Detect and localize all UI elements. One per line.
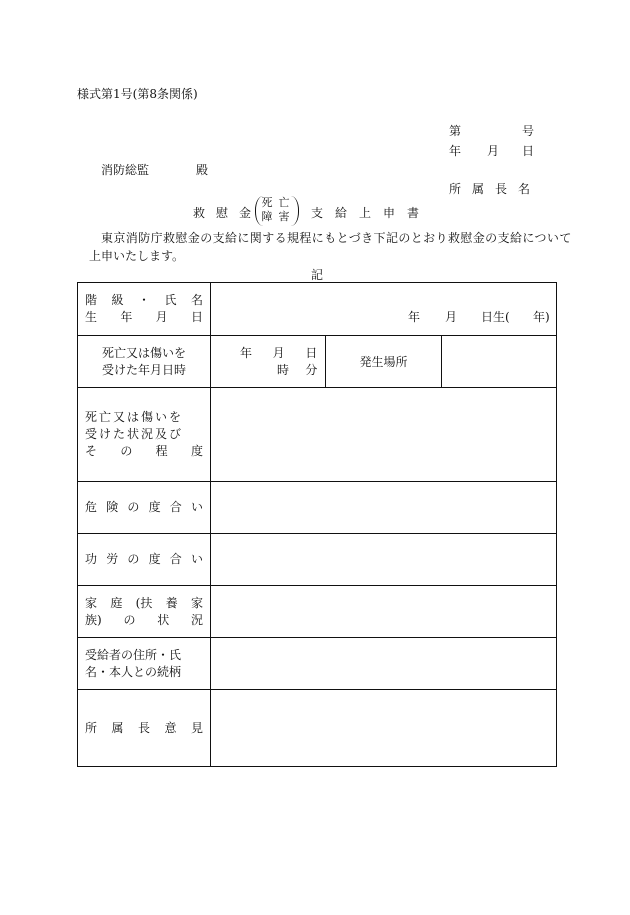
title-option-death: 死亡 <box>261 196 296 209</box>
title-brace-options <box>255 196 299 226</box>
birth-day-unit: 日生( <box>481 310 510 324</box>
application-form-table <box>77 282 557 767</box>
recipient-info-field[interactable] <box>211 638 557 690</box>
merit-degree-field[interactable] <box>211 534 557 586</box>
family-status-field[interactable] <box>211 586 557 638</box>
birth-date-label: 生 年 月 日 <box>85 310 203 324</box>
incident-day-unit: 日 <box>305 345 318 360</box>
incident-datetime-label: 死亡又は傷いを 受けた年月日時 <box>78 336 211 388</box>
rank-name-birth-field[interactable] <box>211 283 557 336</box>
form-reference: 様式第1号(第8条関係) <box>77 87 198 101</box>
date-month-label: 月 <box>487 144 500 158</box>
head-opinion-label: 所 属 長 意 見 <box>78 690 211 767</box>
incident-year-unit: 年 <box>240 345 253 360</box>
addressee-honorific: 殿 <box>196 163 209 177</box>
date-day-label: 日 <box>522 144 535 158</box>
intro-line-1: 東京消防庁救慰金の支給に関する規程にもとづき下記のとおり救慰金の支給について <box>101 231 572 245</box>
rank-name-label: 階 級 ・ 氏 名 <box>85 293 203 307</box>
table-row <box>78 283 557 336</box>
family-status-label: 家 庭 (扶 養 家 族) の 状 況 <box>78 586 211 638</box>
title-right: 支給上申書 <box>311 206 432 220</box>
merit-degree-label: 功 労 の 度 合 い <box>78 534 211 586</box>
addressee: 消防総監 <box>101 163 150 177</box>
table-row <box>78 638 557 690</box>
recipient-info-label: 受給者の住所・氏 名・本人との続柄 <box>78 638 211 690</box>
title-left: 救慰金 <box>193 206 263 220</box>
location-label: 発生場所 <box>326 336 441 388</box>
date-year-label: 年 <box>449 144 462 158</box>
head-opinion-field[interactable] <box>211 690 557 767</box>
table-row <box>78 534 557 586</box>
birth-age-unit: 年) <box>533 310 550 324</box>
table-row <box>78 336 557 388</box>
rank-name-birth-label <box>78 283 211 336</box>
incident-status-field[interactable] <box>211 388 557 482</box>
document-number-suffix: 号 <box>522 124 535 138</box>
danger-degree-field[interactable] <box>211 482 557 534</box>
title-option-injury: 障害 <box>261 210 296 223</box>
incident-hour-unit: 時 <box>277 362 290 377</box>
table-row <box>78 388 557 482</box>
incident-status-label: 死亡又は傷いを 受けた状況及び そ の 程 度 <box>78 388 211 482</box>
danger-degree-label: 危 険 の 度 合 い <box>78 482 211 534</box>
table-row <box>78 482 557 534</box>
birth-year-unit: 年 <box>408 310 421 324</box>
birth-month-unit: 月 <box>445 310 458 324</box>
intro-line-2: 上申いたします。 <box>89 249 185 263</box>
table-row <box>78 690 557 767</box>
incident-minute-unit: 分 <box>305 362 318 377</box>
incident-month-unit: 月 <box>272 345 285 360</box>
location-field[interactable] <box>441 336 556 388</box>
incident-datetime-field[interactable] <box>211 336 326 388</box>
table-row <box>78 586 557 638</box>
record-label: 記 <box>311 268 324 282</box>
document-number-prefix: 第 <box>449 124 462 138</box>
department-head-name-label: 所属長名 <box>449 182 542 196</box>
